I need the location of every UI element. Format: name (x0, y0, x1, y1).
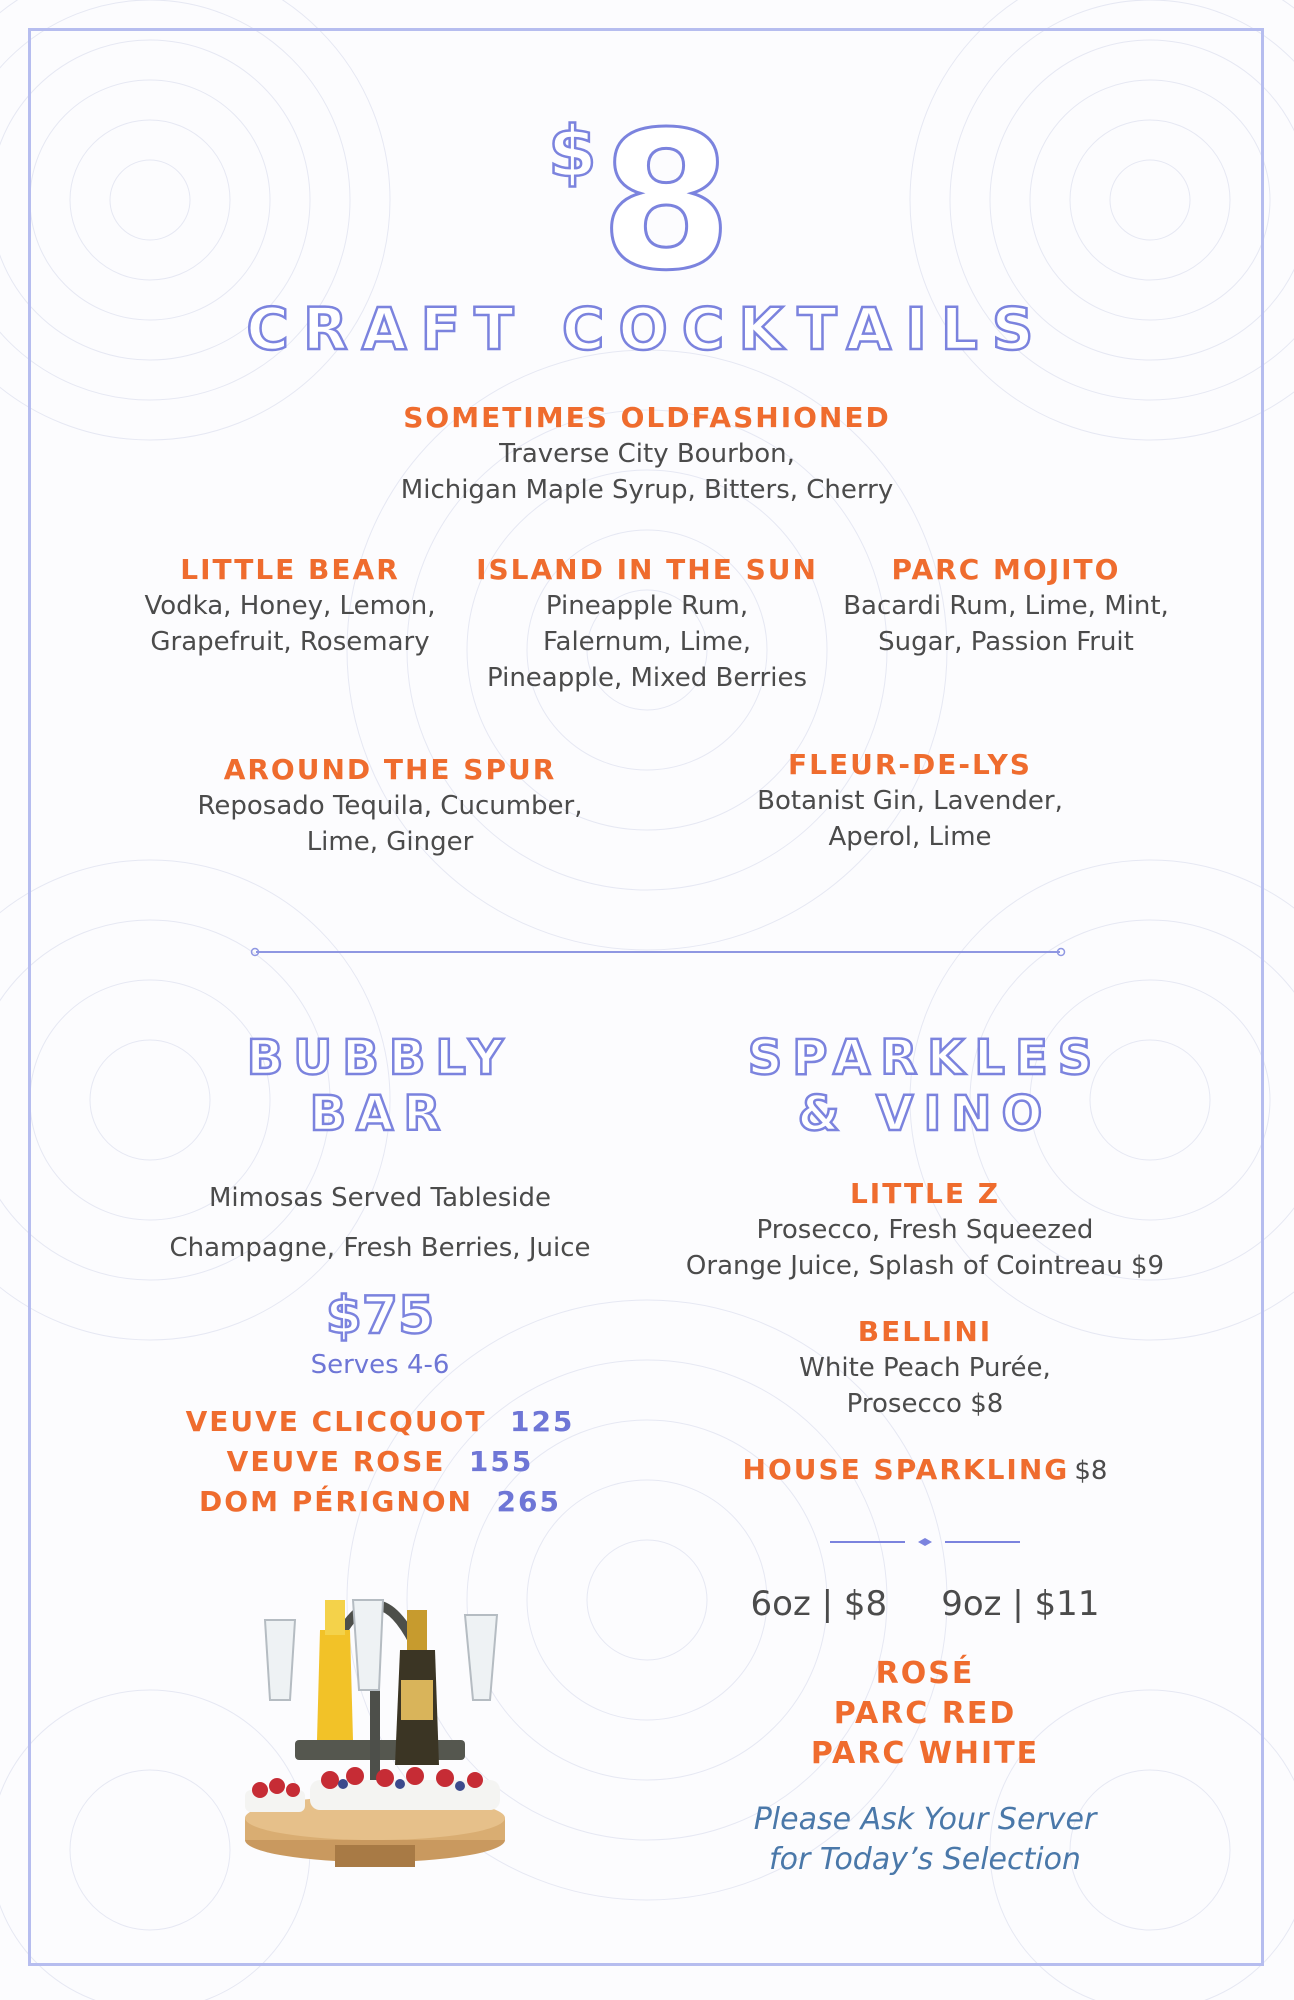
wine-item: PARC WHITE (810, 1736, 1040, 1771)
bottle-item (130, 1482, 630, 1522)
header-price: 8 (600, 91, 733, 312)
sparkles-title-line: SPARKLES (747, 1030, 1103, 1086)
bubbly-serves: Serves 4-6 (310, 1350, 450, 1380)
bubbly-price: $75 (325, 1286, 435, 1346)
bottle-name: VEUVE ROSE (226, 1445, 446, 1478)
item-desc: Orange Juice, Splash of Cointreau $9 (685, 1251, 1165, 1281)
item-desc: Traverse City Bourbon, (499, 439, 795, 469)
item-desc: Sugar, Passion Fruit (878, 627, 1134, 657)
item-desc: Botanist Gin, Lavender, (757, 786, 1063, 816)
header-currency: $ (548, 111, 597, 193)
small-divider (830, 1534, 1020, 1550)
bottle-item (130, 1402, 630, 1442)
house-sparkling (650, 1452, 1200, 1489)
item-desc: Prosecco $8 (846, 1389, 1004, 1419)
sparkles-item (650, 1176, 1200, 1284)
item-name: LITTLE BEAR (180, 553, 400, 586)
item-name: FLEUR-DE-LYS (788, 748, 1032, 781)
bubbly-line2: Champagne, Fresh Berries, Juice (169, 1233, 591, 1263)
server-note-line: for Today’s Selection (769, 1842, 1081, 1877)
item-desc: White Peach Purée, (799, 1353, 1051, 1383)
pour-sizes: 6oz | $8 9oz | $11 (750, 1584, 1100, 1624)
item-desc: Reposado Tequila, Cucumber, (197, 791, 583, 821)
bubbly-title (180, 1030, 580, 1142)
bottle-list (130, 1402, 630, 1522)
item-name: SOMETIMES OLDFASHIONED (403, 401, 891, 434)
item-desc: Lime, Ginger (306, 827, 474, 857)
item-desc: Pineapple, Mixed Berries (486, 663, 808, 693)
item-desc: Pineapple Rum, (545, 591, 749, 621)
server-note-line: Please Ask Your Server (753, 1802, 1097, 1837)
item-name: HOUSE SPARKLING (742, 1453, 1070, 1486)
wine-item: PARC RED (833, 1696, 1017, 1731)
item-name: PARC MOJITO (891, 553, 1121, 586)
item-desc: Falernum, Lime, (542, 627, 752, 657)
section-divider (250, 944, 1066, 960)
cocktail-item (828, 552, 1184, 660)
bottle-name: VEUVE CLICQUOT (185, 1405, 487, 1438)
sparkles-title-line: & VINO (797, 1086, 1053, 1142)
sparkles-item (700, 1314, 1150, 1422)
item-name: AROUND THE SPUR (223, 753, 557, 786)
item-desc: Vodka, Honey, Lemon, (144, 591, 436, 621)
bottle-name: DOM PÉRIGNON (199, 1485, 473, 1518)
bubbly-line1: Mimosas Served Tableside (208, 1183, 552, 1213)
cocktail-item (180, 752, 600, 860)
cocktail-item (297, 400, 997, 508)
mimosa-caddy-illustration (235, 1540, 525, 1880)
item-price: $8 (1074, 1456, 1108, 1486)
bottle-price: 125 (509, 1405, 575, 1438)
bubbly-title-line: BAR (309, 1086, 451, 1142)
server-note (650, 1800, 1200, 1880)
cocktail-item (120, 552, 460, 660)
item-desc: Grapefruit, Rosemary (150, 627, 430, 657)
sparkles-title (700, 1030, 1150, 1142)
cocktail-item (462, 552, 832, 696)
item-desc: Bacardi Rum, Lime, Mint, (843, 591, 1169, 621)
bottle-price: 155 (468, 1445, 534, 1478)
item-name: LITTLE Z (849, 1177, 1001, 1210)
wine-list (700, 1654, 1150, 1774)
header-title: CRAFT COCKTAILS (246, 295, 1048, 363)
item-desc: Prosecco, Fresh Squeezed (756, 1215, 1094, 1245)
cocktail-item (710, 747, 1110, 855)
bubbly-title-line: BUBBLY (246, 1030, 514, 1086)
item-name: ISLAND IN THE SUN (476, 553, 818, 586)
item-desc: Aperol, Lime (828, 822, 992, 852)
wine-item: ROSÉ (875, 1656, 975, 1691)
bottle-item (130, 1442, 630, 1482)
bottle-price: 265 (496, 1485, 561, 1518)
item-desc: Michigan Maple Syrup, Bitters, Cherry (400, 475, 894, 505)
item-name: BELLINI (857, 1315, 993, 1348)
